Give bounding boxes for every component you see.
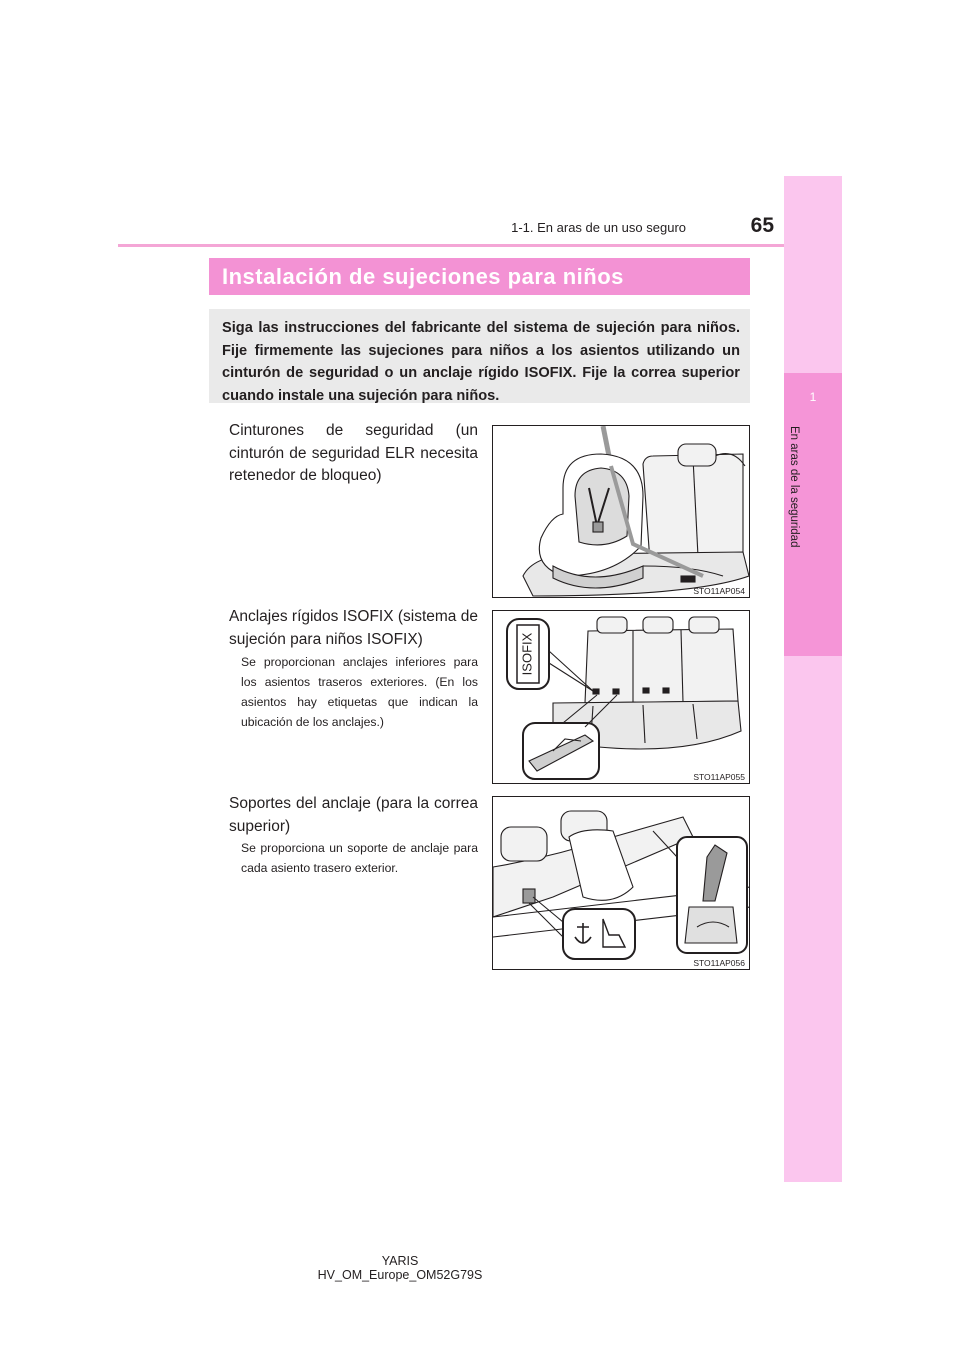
figure-label: STO11AP055	[693, 772, 745, 782]
section-reference: 1-1. En aras de un uso seguro	[511, 220, 686, 235]
item-heading-tether-anchors: Soportes del anclaje (para la correa superior)	[229, 795, 478, 835]
isofix-tag: ISOFIX	[519, 632, 535, 676]
child-seat-illustration	[493, 426, 750, 598]
intro-text: Siga las instrucciones del fabricante del sistema de sujeción para niños. Fije firmemente las sujeciones para niños a los asientos utilizando un cinturón de seguridad o un anclaje rígido ISOFIX. Fije la correa superior cuando instale una sujeción para niños.	[222, 320, 740, 404]
chapter-title-text: En aras de la seguridad	[788, 426, 800, 548]
page-number: 65	[750, 214, 774, 237]
figure-isofix-anchors	[492, 610, 750, 784]
item-heading-isofix: Anclajes rígidos ISOFIX (sistema de sujeción para niños ISOFIX)	[229, 608, 478, 648]
intro-box	[209, 309, 750, 403]
section-title-bar	[209, 258, 750, 295]
chapter-number: 1	[809, 390, 817, 404]
figure-tether-anchors	[492, 796, 750, 970]
figure-seatbelt-child-seat	[492, 425, 750, 598]
item-detail-tether-anchors: Se proporciona un soporte de anclaje para cada asiento trasero exterior.	[241, 841, 478, 875]
chapter-tab-strip	[784, 176, 842, 1182]
chapter-title	[786, 426, 800, 580]
isofix-seat-illustration	[493, 611, 750, 784]
item-detail-isofix: Se proporcionan anclajes inferiores para los asientos traseros exteriores. (En los asientos hay etiquetas que indican la ubicación de los anclajes.)	[241, 655, 478, 729]
tether-anchor-illustration	[493, 797, 750, 970]
section-title: Instalación de sujeciones para niños	[222, 264, 624, 289]
document-code: YARIS HV_OM_Europe_OM52G79S	[317, 1254, 483, 1282]
figure-label: STO11AP054	[693, 586, 745, 596]
item-heading-seatbelts: Cinturones de seguridad (un cinturón de seguridad ELR necesita retenedor de bloqueo)	[229, 422, 478, 484]
header-rule	[118, 244, 784, 247]
figure-label: STO11AP056	[693, 958, 745, 968]
